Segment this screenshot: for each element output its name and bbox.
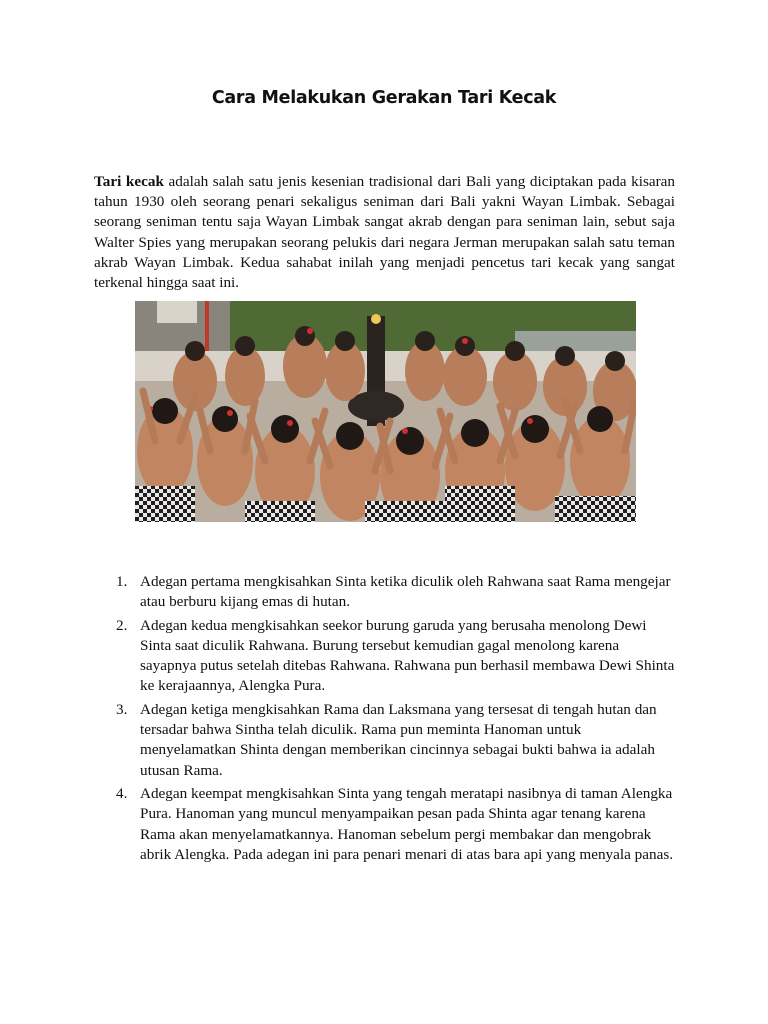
list-item [100, 784, 675, 865]
list-item-number: 1. [116, 573, 128, 590]
intro-text: adalah salah satu jenis kesenian tradisional dari Bali yang diciptakan pada kisaran tahun 1930 oleh seorang penari sekaligus seniman dari Bali yakni Wayan Limbak. Sebagai seorang seniman tentu saja Wayan Limbak sangat akrab dengan para seniman lain, sebut saja Walter Spies yang merupakan seorang pelukis dari negara Jerman merupakan salah satu teman akrab Wayan Limbak. Kedua sahabat inilah yang menjadi pencetus tari kecak yang sangat terkenal hingga saat ini. [94, 173, 675, 292]
list-item [100, 700, 675, 781]
document-title: Cara Melakukan Gerakan Tari Kecak [211, 88, 557, 108]
list-item-text: Adegan keempat mengkisahkan Sinta yang tengah meratapi nasibnya di taman Alengka Pura. Hanoman yang muncul menyampaikan pesan pada Shinta agar tenang karena Rama akan menyelamatkannya. Hanoman sebelum pergi membakar dan mengobrak abrik Alengka. Pada adegan ini para penari menari di atas bara api yang menyala panas. [140, 784, 674, 863]
list-item [100, 572, 675, 613]
kecak-dance-photo [135, 301, 636, 522]
list-item-text: Adegan kedua mengkisahkan seekor burung garuda yang berusaha menolong Dewi Sinta saat diculik Rahwana. Burung tersebut kemudian gagal menolong karena sayapnya putus setelah ditebas Rahwana. Rahwana pun berhasil membawa Dewi Shinta ke kerajaannya, Alengka Pura. [140, 616, 675, 695]
list-item-number: 2. [116, 616, 128, 634]
list-item-text: Adegan pertama mengkisahkan Sinta ketika diculik oleh Rahwana saat Rama mengejar atau berburu kijang emas di hutan. [140, 573, 671, 611]
list-item [100, 616, 675, 697]
intro-bold-lead: Tari kecak [94, 173, 164, 190]
photo-illustration [135, 301, 636, 522]
list-item-number: 3. [116, 700, 128, 718]
intro-paragraph [94, 172, 675, 293]
list-item-number: 4. [116, 784, 128, 802]
scene-list [100, 572, 675, 868]
list-item-text: Adegan ketiga mengkisahkan Rama dan Laksmana yang tersesat di tengah hutan dan tersadar bahwa Sintha telah diculik. Rama pun meminta Hanoman untuk menyelamatkan Shinta dengan memberikan cincinnya sebagai bukti bahwa ia adalah utusan Rama. [140, 700, 657, 779]
